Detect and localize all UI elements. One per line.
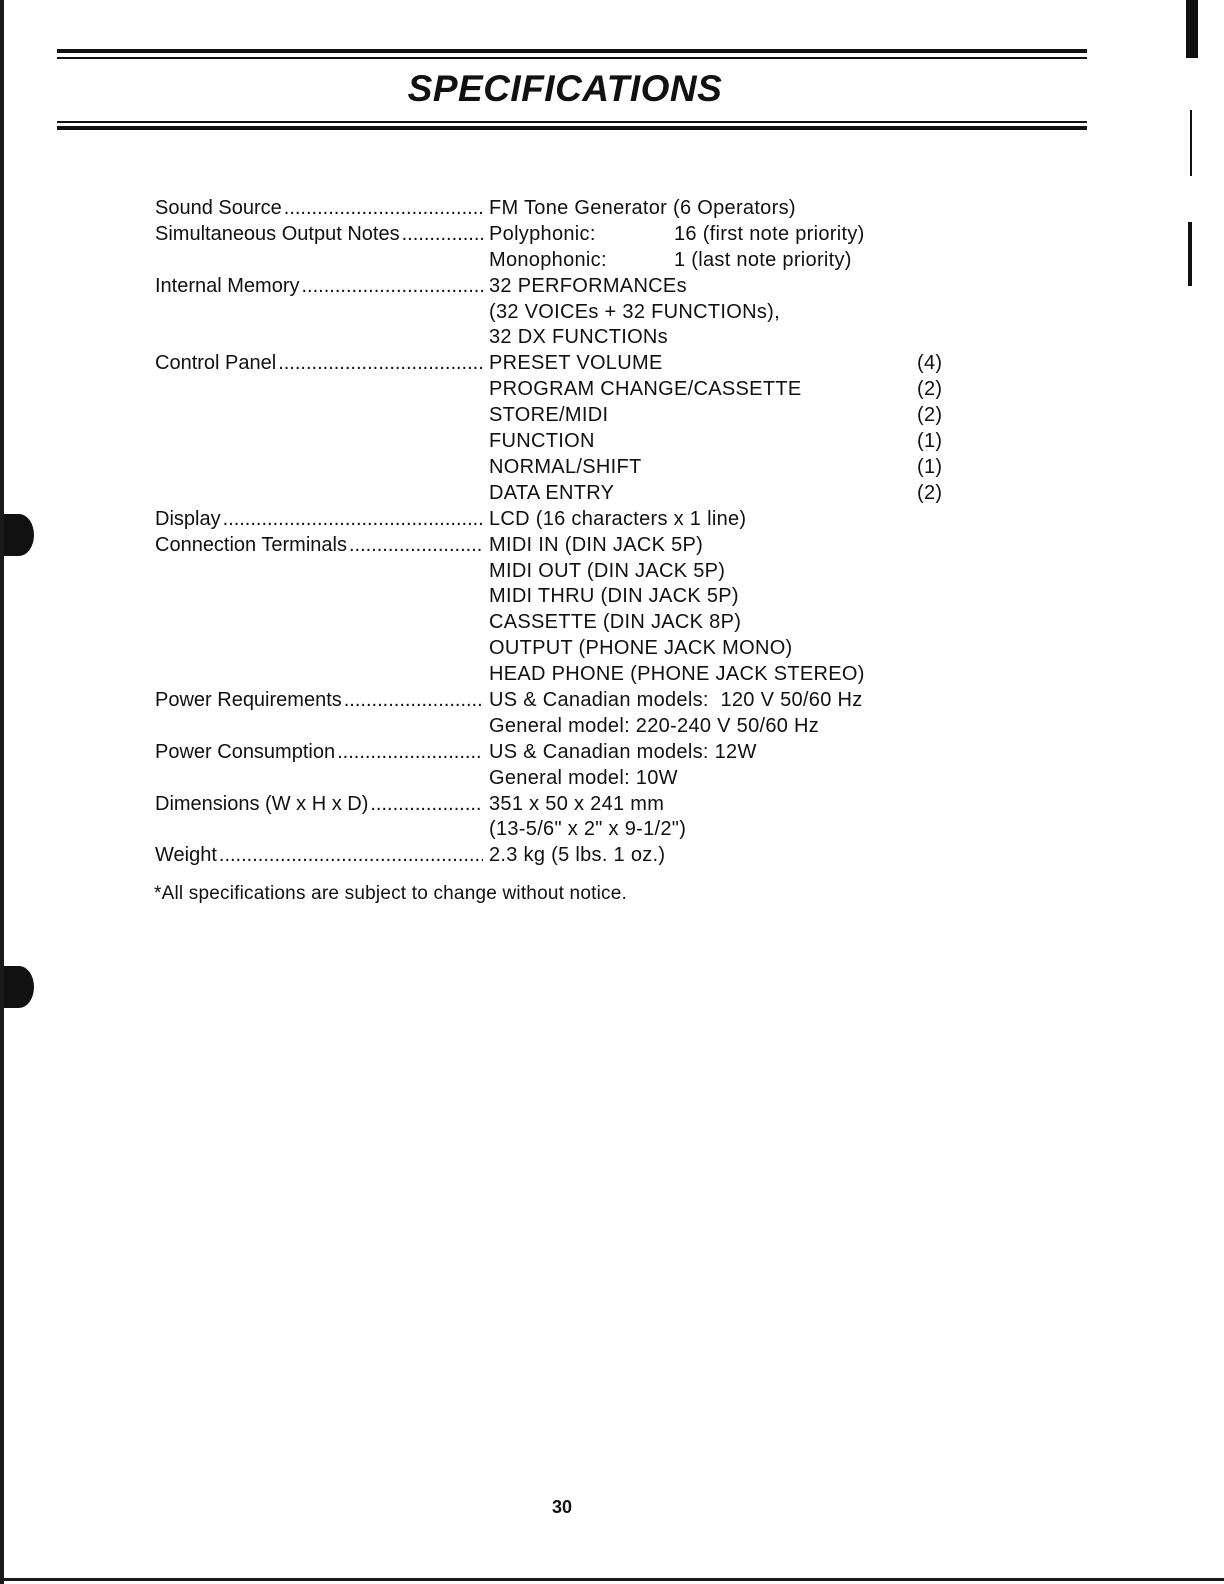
- polyphonic-value: 16 (first note priority): [674, 222, 865, 245]
- monophonic-label: Monophonic:: [489, 248, 607, 271]
- scan-left-edge: [0, 0, 4, 1584]
- header-rule-bottom-thin: [57, 121, 1087, 123]
- header-rule-top-thin: [57, 57, 1087, 59]
- control-item: [489, 403, 955, 429]
- spec-value: (32 VOICEs + 32 FUNCTIONs),: [489, 300, 780, 323]
- scan-edge-mark: [1188, 222, 1192, 286]
- leader-dots: [302, 274, 484, 300]
- control-item-name: PROGRAM CHANGE/CASSETTE: [489, 378, 802, 401]
- leader-dots: [370, 792, 483, 818]
- spec-label: Dimensions (W x H x D): [155, 792, 369, 815]
- polyphonic-label: Polyphonic:: [489, 222, 596, 245]
- control-item-name: PRESET VOLUME: [489, 352, 663, 375]
- spec-label: Weight: [155, 844, 217, 867]
- scan-edge-mark: [1186, 0, 1198, 58]
- spec-label: Connection Terminals: [155, 533, 347, 556]
- control-item-count: (2): [917, 404, 943, 427]
- control-item-count: (2): [917, 481, 943, 504]
- control-item-name: DATA ENTRY: [489, 481, 615, 504]
- leader-dots: [337, 740, 483, 766]
- spec-internal-memory: [155, 274, 955, 352]
- page-number: 30: [551, 1497, 573, 1517]
- control-item-name: NORMAL/SHIFT: [489, 455, 642, 478]
- page-title: SPECIFICATIONS: [407, 68, 723, 109]
- spec-control-panel: [155, 351, 955, 506]
- header-rule-bottom-thick: [57, 126, 1087, 130]
- spec-weight: [155, 843, 955, 869]
- leader-dots: [219, 843, 483, 869]
- spec-label: Power Consumption: [155, 740, 336, 763]
- header-rule-top-thick: [57, 49, 1087, 53]
- leader-dots: [284, 196, 483, 222]
- terminal-item: MIDI IN (DIN JACK 5P): [489, 533, 704, 556]
- spec-display: [155, 507, 955, 533]
- spec-sound-source: [155, 196, 955, 222]
- terminal-item: HEAD PHONE (PHONE JACK STEREO): [489, 663, 865, 686]
- spec-value: 32 DX FUNCTIONs: [489, 326, 668, 349]
- control-item-count: (1): [917, 455, 943, 478]
- terminal-item: OUTPUT (PHONE JACK MONO): [489, 637, 793, 660]
- spec-value: 351 x 50 x 241 mm: [489, 792, 665, 815]
- spec-value: US & Canadian models: 12W: [489, 740, 757, 763]
- binder-hole-lower: [4, 966, 34, 1008]
- scan-bottom-edge: [0, 1578, 1224, 1581]
- spec-value: General model: 10W: [489, 766, 678, 789]
- spec-output-notes: [155, 222, 955, 274]
- footnote: *All specifications are subject to change without notice.: [154, 883, 627, 904]
- spec-value: 2.3 kg (5 lbs. 1 oz.): [489, 844, 666, 867]
- spec-dimensions: [155, 792, 955, 844]
- control-item: [489, 429, 955, 455]
- spec-power-requirements: [155, 688, 955, 740]
- terminal-item: MIDI OUT (DIN JACK 5P): [489, 559, 726, 582]
- spec-value: (13-5/6" x 2" x 9-1/2"): [489, 818, 687, 841]
- spec-label: Internal Memory: [155, 274, 300, 297]
- leader-dots: [278, 351, 483, 377]
- spec-value-row: [489, 248, 955, 274]
- specifications-list: [155, 196, 955, 869]
- terminal-item: CASSETTE (DIN JACK 8P): [489, 611, 742, 634]
- leader-dots: [344, 688, 483, 714]
- scan-edge-mark: [1190, 110, 1192, 176]
- spec-label: Power Requirements: [155, 688, 342, 711]
- leader-dots: [349, 533, 483, 559]
- spec-value: LCD (16 characters x 1 line): [489, 507, 747, 530]
- terminal-item: MIDI THRU (DIN JACK 5P): [489, 585, 739, 608]
- spec-power-consumption: [155, 740, 955, 792]
- control-item-name: FUNCTION: [489, 430, 595, 453]
- control-item-count: (2): [917, 378, 943, 401]
- spec-value: FM Tone Generator (6 Operators): [489, 197, 796, 219]
- monophonic-value: 1 (last note priority): [674, 248, 852, 271]
- spec-label: Simultaneous Output Notes: [155, 222, 400, 245]
- binder-hole-upper: [4, 514, 34, 556]
- spec-value-row: [489, 222, 955, 248]
- leader-dots: [223, 507, 483, 533]
- control-item: [489, 455, 955, 481]
- control-item: [489, 481, 955, 507]
- leader-dots: [402, 222, 483, 248]
- spec-label: Control Panel: [155, 352, 277, 375]
- control-item: [489, 377, 955, 403]
- spec-label: Display: [155, 507, 221, 530]
- spec-value: 32 PERFORMANCEs: [489, 274, 687, 297]
- spec-connection-terminals: [155, 533, 955, 688]
- control-item-count: (4): [917, 352, 943, 375]
- control-item: [489, 351, 955, 377]
- spec-value: US & Canadian models: 120 V 50/60 Hz: [489, 688, 863, 711]
- control-item-name: STORE/MIDI: [489, 404, 609, 427]
- spec-label: Sound Source: [155, 197, 282, 219]
- spec-value: General model: 220-240 V 50/60 Hz: [489, 714, 820, 737]
- control-item-count: (1): [917, 430, 943, 453]
